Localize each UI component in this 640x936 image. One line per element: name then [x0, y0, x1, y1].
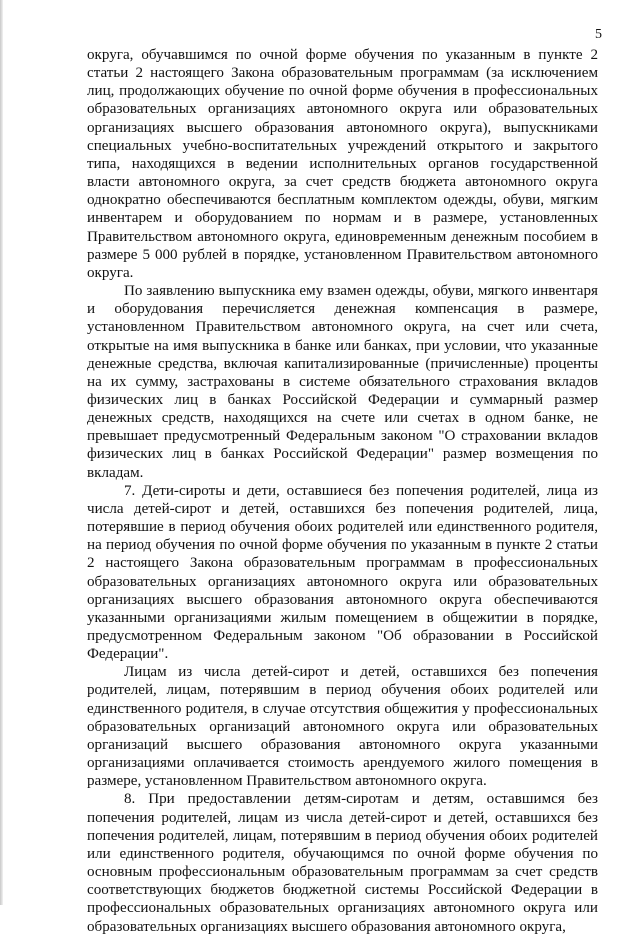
paragraph-item-8: 8. При предоставлении детям-сиротам и детям, оставшимся без попечения родителей, лицам из числа детей-сирот и детей, оставшихся без попечения родителей, лицам, потерявшим в период обучения обоих родителей или единственного родителя, обучающимся по очной форме обучения по основным профессиональным образовательным программам за счет средств соответствующих бюджетов бюджетной системы Российской Федерации в профессиональных образовательных организациях автономного округа или образовательных организациях высшего образования автономного округа,	[87, 791, 598, 935]
document-body	[87, 46, 598, 936]
paragraph-compensation: По заявлению выпускника ему взамен одежды, обуви, мягкого инвентаря и оборудования перечисляется денежная компенсация в размере, установленном Правительством автономного округа, на счет или счета, открытые на имя выпускника в банке или банках, при условии, что указанные денежные средства, включая капитализированные (причисленные) проценты на их сумму, застрахованы в системе обязательного страхования вкладов физических лиц в банках Российской Федерации и суммарный размер денежных средств, находящихся на счете или счетах в одном банке, не превышает предусмотренный Федеральным законом "О страховании вкладов физических лиц в банках Российской Федерации" размер возмещения по вкладам.	[87, 283, 598, 481]
scan-edge-shadow	[0, 0, 3, 905]
paragraph-item-7: 7. Дети-сироты и дети, оставшиеся без попечения родителей, лица из числа детей-сирот и детей, оставшихся без попечения родителей, лица, потерявшие в период обучения обоих родителей или единственного родителя, на период обучения по очной форме обучения по указанным в пункте 2 статьи 2 настоящего Закона образовательным программам в профессиональных образовательных организациях автономного округа или образовательных организациях высшего образования автономного округа обеспечиваются указанными организациями жилым помещением в общежитии в порядке, предусмотренном Федеральным законом "Об образовании в Российской Федерации".	[87, 482, 598, 663]
page-number: 5	[595, 27, 602, 42]
paragraph-continuation: округа, обучавшимся по очной форме обучения по указанным в пункте 2 статьи 2 настоящего Закона образовательным программам (за исключением лиц, продолжающих обучение по очной форме обучения в профессиональных образовательных организациях автономного округа или образовательных организациях высшего образования автономного округа), выпускниками специальных учебно-воспитательных учреждений открытого и закрытого типа, находящихся в ведении исполнительных органов государственной власти автономного округа, за счет средств бюджета автономного округа однократно обеспечиваются бесплатным комплектом одежды, обуви, мягким инвентарем и оборудованием по нормам и в размере, установленных Правительством автономного округа, единовременным денежным пособием в размере 5 000 рублей в порядке, установленном Правительством автономного округа.	[87, 47, 598, 281]
paragraph-rent: Лицам из числа детей-сирот и детей, оставшихся без попечения родителей, лицам, потерявшим в период обучения обоих родителей или единственного родителя, в случае отсутствия общежития у профессиональных образовательных организаций автономного округа или образовательных организаций высшего образования автономного округа указанными организациями оплачивается стоимость арендуемого жилого помещения в размере, установленном Правительством автономного округа.	[87, 664, 598, 790]
